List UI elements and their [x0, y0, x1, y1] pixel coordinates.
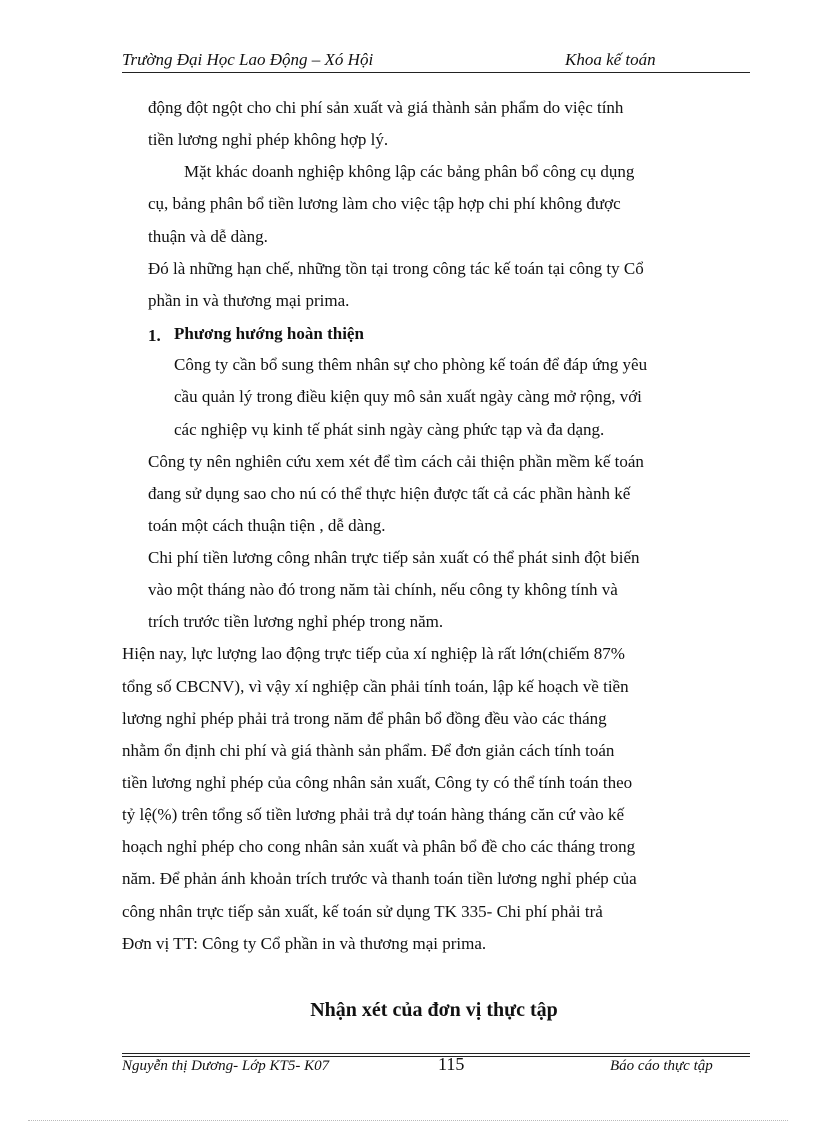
text-line: cụ, bảng phân bổ tiền lương làm cho việc tập hợp chi phí không được [148, 194, 621, 213]
text-line: Mặt khác doanh nghiệp không lập các bảng phân bổ công cụ dụng [184, 162, 635, 181]
list-line: cầu quản lý trong điều kiện quy mô sản xuất ngày càng mở rộng, với [174, 387, 642, 406]
list-line: Chi phí tiền lương công nhân trực tiếp sản xuất có thể phát sinh đột biến [148, 548, 640, 567]
paragraph-line: công nhân trực tiếp sản xuất, kế toán sử dụng TK 335- Chi phí phải trả [122, 902, 603, 921]
list-line: trích trước tiền lương nghỉ phép trong năm. [148, 612, 444, 631]
paragraph-line: hoạch nghỉ phép cho cong nhân sản xuất và phân bổ đề cho các tháng trong [122, 837, 636, 856]
page-number: 115 [438, 1054, 465, 1074]
text-line: thuận và dễ dàng. [148, 227, 268, 246]
paragraph-line: tiền lương nghỉ phép của công nhân sản xuất, Công ty có thể tính toán theo [122, 773, 633, 792]
page-edge [28, 1120, 788, 1121]
text-line: phần in và thương mại prima. [148, 291, 350, 310]
paragraph-line: lương nghỉ phép phải trả trong năm để phân bổ đồng đều vào các tháng [122, 709, 607, 728]
list-line: toán một cách thuận tiện , dễ dàng. [148, 516, 386, 535]
header-university: Trường Đại Học Lao Động – Xó Hội [122, 50, 374, 69]
footer-report-label: Báo cáo thực tập [610, 1058, 713, 1074]
page-header [122, 48, 750, 72]
list-line: đang sử dụng sao cho nú có thể thực hiện được tất cả các phần hành kế [148, 484, 631, 503]
paragraph-line: nhằm ổn định chi phí và giá thành sản phẩm. Để đơn giản cách tính toán [122, 741, 615, 760]
paragraph-line: tỷ lệ(%) trên tổng số tiền lương phải trả dự toán hàng tháng căn cứ vào kế [122, 805, 625, 824]
heading-number: 1. [148, 326, 161, 345]
header-divider [122, 72, 750, 73]
list-line: Công ty nên nghiên cứu xem xét để tìm cách cải thiện phần mềm kế toán [148, 452, 644, 471]
section-title: Nhận xét của đơn vị thực tập [310, 999, 558, 1021]
header-department: Khoa kế toán [565, 50, 656, 69]
list-line: Công ty cần bổ sung thêm nhân sự cho phòng kế toán để đáp ứng yêu [174, 355, 648, 374]
footer-author: Nguyễn thị Dương- Lớp KT5- K07 [122, 1058, 330, 1074]
paragraph-line: Đơn vị TT: Công ty Cổ phần in và thương mại prima. [122, 934, 487, 953]
paragraph-line: tổng số CBCNV), vì vậy xí nghiệp cần phải tính toán, lập kế hoạch về tiền [122, 677, 629, 696]
list-line: vào một tháng nào đó trong năm tài chính, nếu công ty không tính và [148, 580, 618, 599]
paragraph-line: năm. Để phản ánh khoản trích trước và thanh toán tiền lương nghỉ phép của [122, 869, 637, 888]
footer-divider [122, 1056, 750, 1057]
paragraph-line: Hiện nay, lực lượng lao động trực tiếp của xí nghiệp là rất lớn(chiếm 87% [122, 644, 625, 663]
list-line: các nghiệp vụ kinh tế phát sinh ngày càng phức tạp và đa dạng. [174, 420, 605, 439]
text-line: tiền lương nghỉ phép không hợp lý. [148, 130, 389, 149]
text-line: động đột ngột cho chi phí sản xuất và giá thành sản phẩm do việc tính [148, 98, 624, 117]
text-line: Đó là những hạn chế, những tồn tại trong công tác kế toán tại công ty Cổ [148, 259, 644, 278]
footer-divider [122, 1053, 750, 1054]
section-heading: Phương hướng hoàn thiện [174, 324, 364, 343]
